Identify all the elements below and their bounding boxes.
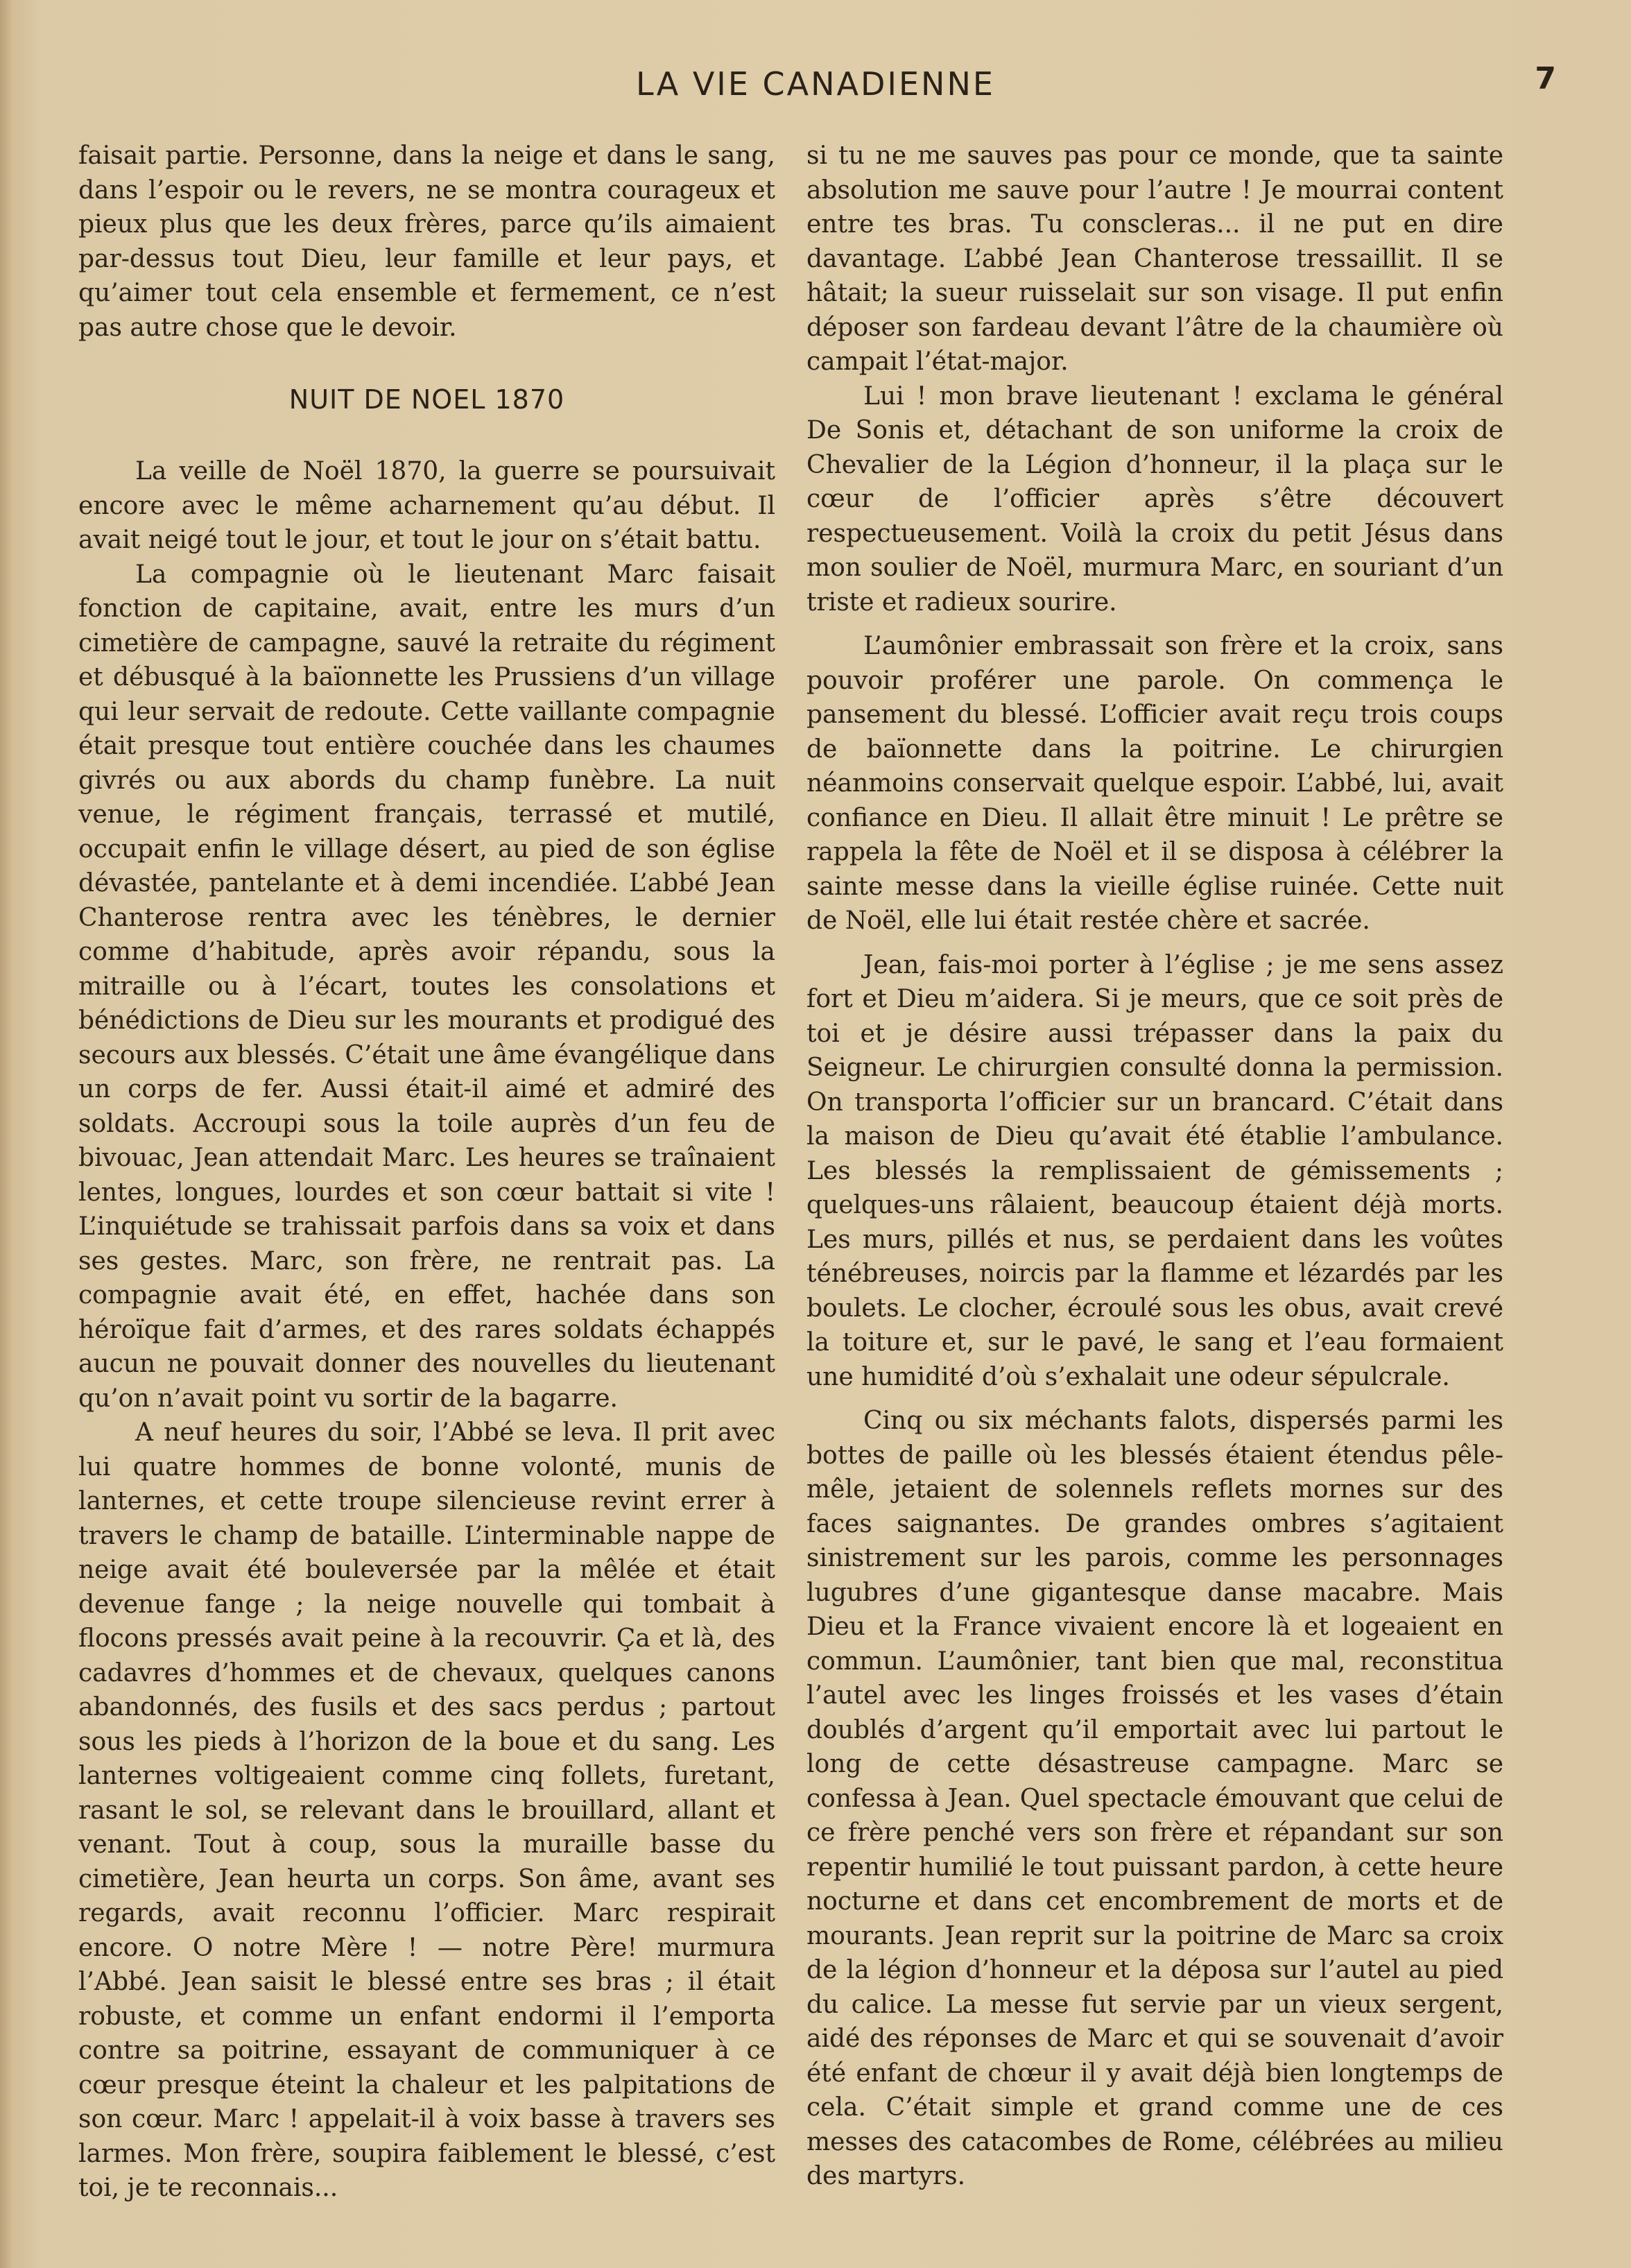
right-column [806, 139, 1503, 2194]
paragraph: La veille de Noël 1870, la guerre se poursuivait encore avec le même acharnement qu’au début. Il avait neigé tout le jour, et tout le jour on s’était battu. [78, 457, 775, 554]
paragraph: Lui ! mon brave lieutenant ! exclama le général De Sonis et, détachant de son uniforme la croix de Chevalier de la Légion d’honneur, il la plaça sur le cœur de l’officier après s’être découvert respectueusement. Voilà la croix du petit Jésus dans mon soulier de Noël, murmura Marc, en souriant d’un triste et radieux sourire. [806, 381, 1503, 617]
continued-paragraph: faisait partie. Personne, dans la neige et dans le sang, dans l’espoir ou le revers, ne se montra courageux et pieux plus que les deux frères, parce qu’ils aimaient par-dessus tout Dieu, leur famille et leur pays, et qu’aimer tout cela ensemble et fermement, ce n’est pas autre chose que le devoir. [78, 141, 775, 342]
running-title: LA VIE CANADIENNE [636, 65, 995, 103]
paragraph: Cinq ou six méchants falots, dispersés parmi les bottes de paille où les blessés étaient étendus pêle-mêle, jetaient de solennels reflets mornes sur des faces saignantes. De grandes ombres s’agitaient sinistrement sur les parois, comme les personnages lugubres d’une gigantesque danse macabre. Mais Dieu et la France vivaient encore là et logeaient en commun. L’aumônier, tant bien que mal, reconstitua l’autel avec les linges froissés et les vases d’étain doublés d’argent qu’il emportait avec lui partout le long de cette désastreuse campagne. Marc se confessa à Jean. Quel spectacle émouvant que celui de ce frère penché vers son frère et répandant sur son repentir humilié le tout puissant pardon, à cette heure nocturne et dans cet encombrement de morts et de mourants. Jean reprit sur la poitrine de Marc sa croix de la légion d’honneur et la déposa sur l’autel au pied du calice. La messe fut servie par un vieux sergent, aidé des réponses de Marc et qui se souvenait d’avoir été enfant de chœur il y avait déjà bien longtemps de cela. C’était simple et grand comme une de ces messes des catacombes de Rome, célébrées au milieu des martyrs. [806, 1407, 1503, 2190]
paragraph: A neuf heures du soir, l’Abbé se leva. Il prit avec lui quatre hommes de bonne volonté, munis de lanternes, et cette troupe silencieuse revint errer à travers le champ de bataille. L’interminable nappe de neige avait été bouleversée par la mêlée et était devenue fange ; la neige nouvelle qui tombait à flocons pressés avait peine à la recouvrir. Ça et là, des cadavres d’hommes et de chevaux, quelques canons abandonnés, des fusils et des sacs perdus ; partout sous les pieds à l’horizon de la boue et du sang. Les lanternes voltigeaient comme cinq follets, furetant, rasant le sol, se relevant dans le brouillard, allant et venant. Tout à coup, sous la muraille basse du cimetière, Jean heurta un corps. Son âme, avant ses regards, avait reconnu l’officier. Marc respirait encore. O notre Mère ! — notre Père! murmura l’Abbé. Jean saisit le blessé entre ses bras ; il était robuste, et comme un enfant endormi il l’emporta contre sa poitrine, essayant de communiquer à ce cœur presque éteint la chaleur et les palpitations de son cœur. Marc ! appelait-il à voix basse à travers ses larmes. Mon frère, soupira faiblement le blessé, c’est toi, je te reconnais... [78, 1418, 775, 2202]
page-number: 7 [1535, 61, 1556, 96]
paragraph: Jean, fais-moi porter à l’église ; je me sens assez fort et Dieu m’aidera. Si je meurs, que ce soit près de toi et je désire aussi trépasser dans la paix du Seigneur. Le chirurgien consulté donna la permission. On transporta l’officier sur un brancard. C’était dans la maison de Dieu qu’avait été établie l’ambulance. Les blessés la remplissaient de gémissements ; quelques-uns râlaient, beaucoup étaient déjà morts. Les murs, pillés et nus, se perdaient dans les voûtes ténébreuses, noircis par la flamme et lézardés par les boulets. Le clocher, écroulé sous les obus, avait crevé la toiture et, sur le pavé, le sang et l’eau formaient une humidité d’où s’exhalait une odeur sépulcrale. [806, 950, 1503, 1391]
paragraph: La compagnie où le lieutenant Marc faisait fonction de capitaine, avait, entre les murs d’un cimetière de campagne, sauvé la retraite du régiment et débusqué à la baïonnette les Prussiens d’un village qui leur servait de redoute. Cette vaillante compagnie était presque tout entière couchée dans les chaumes givrés ou aux abords du champ funèbre. La nuit venue, le régiment français, terrassé et mutilé, occupait enfin le village désert, au pied de son église dévastée, pantelante et à demi incendiée. L’abbé Jean Chanterose rentra avec les ténèbres, le dernier comme d’habitude, après avoir répandu, sous la mitraille ou à l’écart, toutes les consolations et bénédictions de Dieu sur les mourants et prodigué des secours aux blessés. C’était une âme évangélique dans un corps de fer. Aussi était-il aimé et admiré des soldats. Accroupi sous la toile auprès d’un feu de bivouac, Jean attendait Marc. Les heures se traînaient lentes, longues, lourdes et son cœur battait si vite ! L’inquiétude se trahissait parfois dans sa voix et dans ses gestes. Marc, son frère, ne rentrait pas. La compagnie avait été, en effet, hachée dans son héroïque fait d’armes, et des rares soldats échappés aucun ne pouvait donner des nouvelles du lieutenant qu’on n’avait point vu sortir de la bagarre. [78, 560, 775, 1413]
continued-paragraph: si tu ne me sauves pas pour ce monde, que ta sainte absolution me sauve pour l’autre ! Je mourrai content entre tes bras. Tu conscleras... il ne put en dire davantage. L’abbé Jean Chanterose tressaillit. Il se hâtait; la sueur ruisselait sur son visage. Il put enfin déposer son fardeau devant l’âtre de la chaumière où campait l’état-major. [806, 141, 1503, 376]
section-title: NUIT DE NOEL 1870 [288, 384, 565, 415]
page-header [0, 58, 1631, 114]
left-column [78, 139, 775, 2206]
paragraph: L’aumônier embrassait son frère et la croix, sans pouvoir proférer une parole. On commença le pansement du blessé. L’officier avait reçu trois coups de baïonnette dans la poitrine. Le chirurgien néanmoins conservait quelque espoir. L’abbé, lui, avait confiance en Dieu. Il allait être minuit ! Le prêtre se rappela la fête de Noël et il se disposa à célébrer la sainte messe dans la vieille église ruinée. Cette nuit de Noël, elle lui était restée chère et sacrée. [806, 632, 1503, 935]
